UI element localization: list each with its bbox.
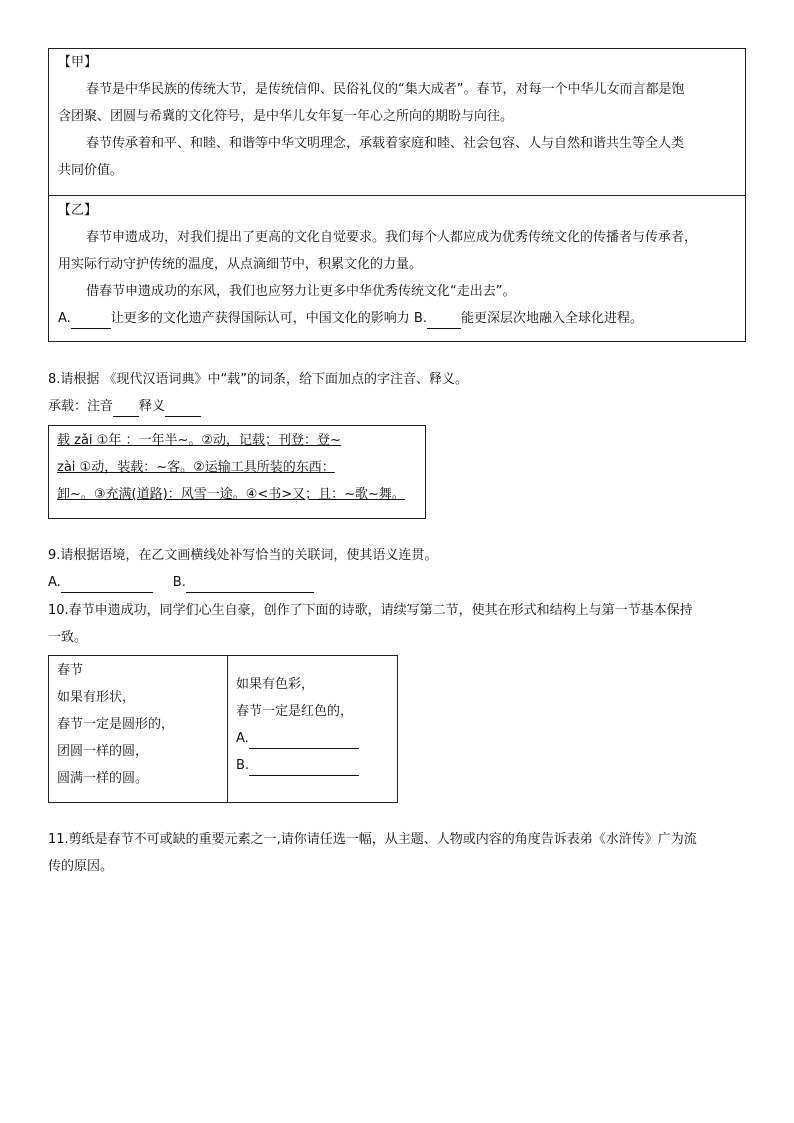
poem-right-line2: 春节一定是红色的，	[236, 704, 354, 719]
poem-right-b	[236, 756, 359, 776]
q11-line2: 传的原因。	[48, 859, 114, 874]
passage-yi-p3-end: 能更深层次地融入全球化进程。	[460, 311, 643, 326]
q9-a-label: A.	[48, 575, 61, 590]
q9-answers	[48, 573, 314, 593]
q8-meaning-blank[interactable]	[165, 402, 201, 417]
dict-line3: 卸~。③充满(道路)：风雪一途。④<书>又；且：~歌~舞。	[57, 487, 405, 502]
blank-a[interactable]	[71, 314, 111, 329]
passage-jia-p1-line1: 春节是中华民族的传统大节，是传统信仰、民俗礼仪的“集大成者”。春节，对每一个中华儿女而言都是饱	[86, 82, 685, 97]
passage-jia-label: 【甲】	[58, 55, 98, 70]
q10-prompt-line2: 一致。	[48, 630, 88, 645]
blank-b[interactable]	[427, 314, 461, 329]
poem-a-blank[interactable]	[249, 734, 359, 749]
poem-right-a	[236, 729, 359, 749]
q8-prompt: 8.请根据 《现代汉语词典》中“载”的词条，给下面加点的字注音、释义。	[48, 372, 469, 387]
poem-left-line5: 圆满一样的圆。	[57, 771, 149, 786]
q9-prompt: 9.请根据语境，在乙文画横线处补写恰当的关联词，使其语义连贯。	[48, 548, 438, 563]
passage-yi-p3-mid: 让更多的文化遗产获得国际认可，中国文化的影响力 B.	[110, 311, 427, 326]
passage-jia-p1-line2: 含团聚、团圆与希冀的文化符号，是中华儿女年复一年心之所向的期盼与向往。	[58, 109, 514, 124]
passage-yi-p1-line2: 用实际行动守护传统的温度，从点滴细节中，积累文化的力量。	[58, 257, 423, 272]
poem-right-line1: 如果有色彩，	[236, 677, 315, 692]
poem-left-line1: 春节	[57, 663, 84, 678]
passage-yi-label: 【乙】	[58, 203, 98, 218]
passage-divider	[48, 195, 746, 196]
poem-table-divider	[227, 655, 228, 803]
poem-left-line2: 如果有形状，	[57, 690, 136, 705]
q10-prompt-line1: 10.春节申遗成功，同学们心生自豪，创作了下面的诗歌，请续写第二节，使其在形式和结构上与第一节基本保持	[48, 603, 693, 618]
passage-jia-p2-line1: 春节传承着和平、和睦、和谐等中华文明理念，承载着家庭和睦、社会包容、人与自然和谐共生等全人类	[86, 136, 685, 151]
q9-b-blank[interactable]	[186, 578, 314, 593]
poem-b-label: B.	[236, 758, 250, 773]
dict-line2: zài ①动，装载：~客。②运输工具所装的东西：	[57, 460, 335, 475]
passage-yi-p1-line1: 春节申遗成功，对我们提出了更高的文化自觉要求。我们每个人都应成为优秀传统文化的传播者与传承者，	[86, 230, 698, 245]
passage-yi-p2-line1: 借春节申遗成功的东风，我们也应努力让更多中华优秀传统文化“走出去”。	[86, 284, 516, 299]
q8-answer-label: 承载：注音	[48, 399, 114, 414]
blank-a-label: A.	[58, 311, 71, 326]
q8-answer-line	[48, 397, 201, 417]
poem-left-line4: 团圆一样的圆，	[57, 744, 149, 759]
q8-answer-mid: 释义	[139, 399, 166, 414]
q9-b-label: B.	[172, 575, 186, 590]
poem-b-blank[interactable]	[249, 761, 359, 776]
passage-jia-p2-line2: 共同价值。	[58, 163, 124, 178]
poem-left-line3: 春节一定是圆形的，	[57, 717, 175, 732]
q11-line1: 11.剪纸是春节不可或缺的重要元素之一,请你请任选一幅，从主题、人物或内容的角度告诉表弟《水浒传》广为流	[48, 832, 697, 847]
passage-yi-p3	[58, 309, 643, 329]
q8-pinyin-blank[interactable]	[113, 402, 139, 417]
poem-a-label: A.	[236, 731, 249, 746]
dict-line1: 载 zǎi ①年 ：一年半~。②动，记载；刊登：登~	[57, 433, 341, 448]
q9-a-blank[interactable]	[61, 578, 153, 593]
